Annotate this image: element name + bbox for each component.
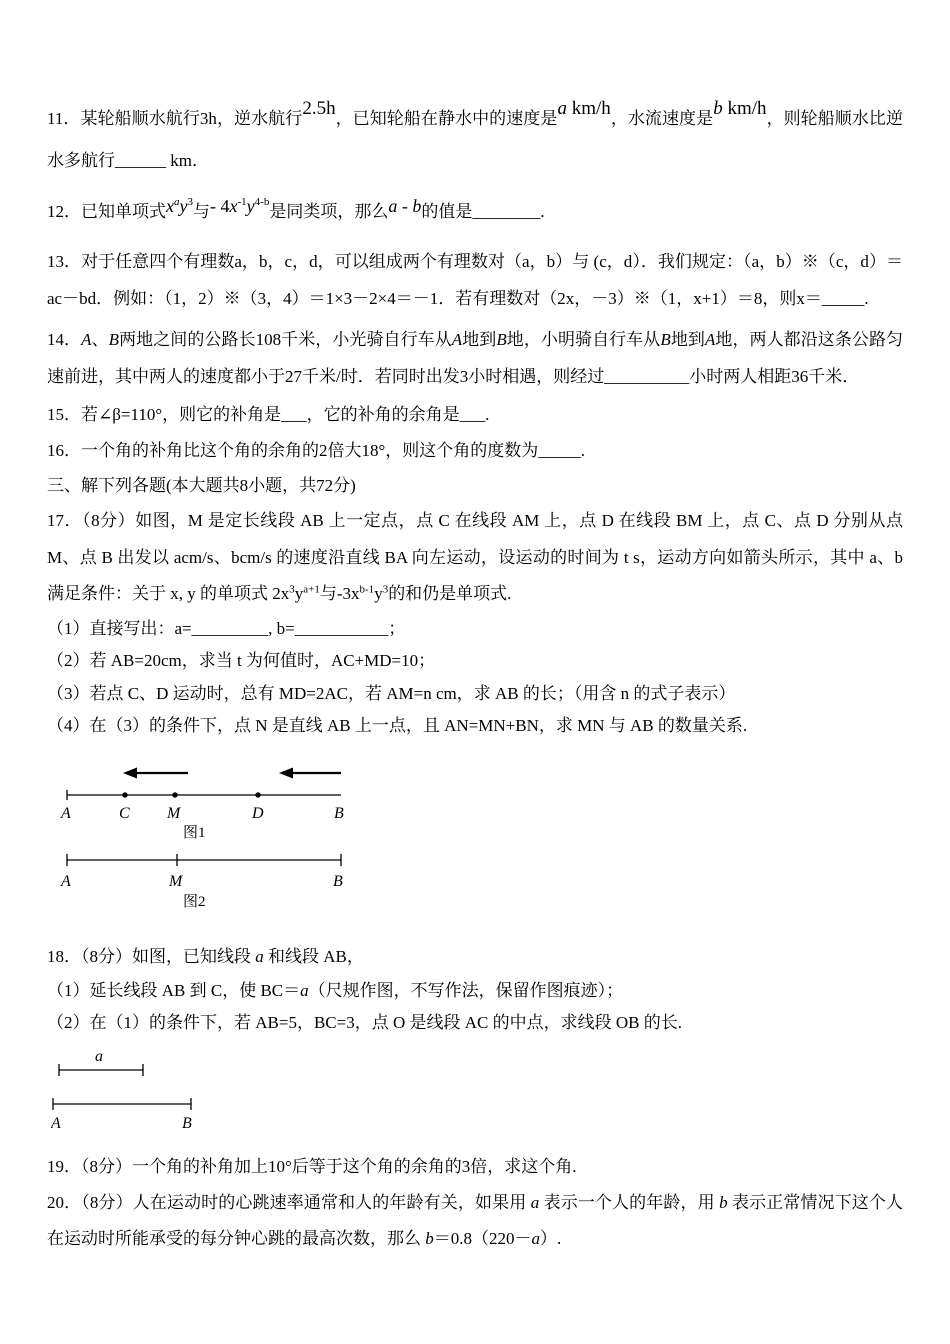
- p14-text-3: 两地之间的公路长108千米，小光骑自行车从: [119, 330, 452, 349]
- p17-exp-3: b-1: [359, 583, 375, 596]
- p14-var-A-1: A: [81, 330, 92, 349]
- p17-text-3: 与-3x: [319, 584, 360, 603]
- problem-17-item-4: [47, 710, 903, 743]
- p17-exp-2: a+1: [303, 583, 320, 596]
- p12-m2-y: y: [246, 196, 255, 216]
- section-3-title: 三、解下列各题(本大题共8小题，共72分): [47, 476, 356, 495]
- p11-math-speed-current: [713, 99, 766, 118]
- p14-text-1: 14．: [47, 330, 82, 349]
- fig1-label-M: M: [167, 804, 181, 822]
- p12-text-2: 与: [193, 202, 210, 221]
- p14-var-A-3: A: [704, 330, 716, 349]
- p12-m2-y-exp: 4-b: [254, 196, 270, 208]
- p15-text: 15．若∠β=110°，则它的补角是___，它的补角的余角是___.: [47, 405, 490, 424]
- figure-2: [57, 844, 903, 913]
- problem-14: [47, 321, 903, 395]
- p18-item-2-text: （2）在（1）的条件下，若 AB=5，BC=3，点 O 是线段 AC 的中点，求线段 OB 的长.: [47, 1013, 682, 1032]
- p11-var-b: b: [713, 98, 723, 119]
- p20-text-1: 20．（8分）人在运动时的心跳速率通常和人的年龄有关，如果用: [47, 1192, 531, 1212]
- p20-var-b-2: b: [425, 1228, 434, 1248]
- p20-text-5: ）.: [540, 1228, 562, 1248]
- figure-18-drawing: [51, 1048, 261, 1136]
- p12-monomial-2: [210, 197, 269, 215]
- p18-item-1-var-a: a: [300, 980, 309, 1000]
- figure-2-caption: 图2: [183, 893, 206, 908]
- point-M-dot: [172, 792, 177, 797]
- p13-text: 13．对于任意四个有理数a，b，c，d，可以组成两个有理数对（a，b）与 (c，d）．我们规定：（a，b）※（c，d）＝ac－bd．例如：（1，2）※（3，4）＝1×3－2×4＝－1．若有理数对（2x，－3）※（1，x+1）＝8，则x＝_____.: [47, 252, 903, 308]
- p11-unit-1: km/h: [566, 98, 611, 119]
- p17-exp-1: 3: [289, 583, 295, 596]
- problem-17-item-3: [47, 678, 903, 711]
- p14-var-B-3: B: [660, 330, 671, 349]
- p11-text-2: ，已知轮船在静水中的速度是: [335, 109, 558, 128]
- problem-20: [47, 1185, 903, 1257]
- p20-var-a-2: a: [531, 1228, 540, 1248]
- p11-math-speed-still: [557, 99, 610, 118]
- p12-m2-x-exp: -1: [237, 196, 247, 208]
- problem-11: [47, 98, 903, 182]
- p11-math-duration-value: 2.5h: [302, 98, 336, 119]
- p18-text-1: 18．（8分）如图，已知线段: [47, 946, 256, 966]
- p12-m2-coef: - 4: [210, 196, 230, 216]
- p14-text-7: 地，两人都沿这条公路匀速前进，其中两人的速度都小于27千米/时．若同时出发3小时相遇，则经过__________小时两人相距36千米．: [47, 330, 904, 386]
- p12-m2-x: x: [229, 196, 238, 216]
- left-arrow-2-head-icon: [279, 767, 293, 778]
- p17-item-2-text: （2）若 AB=20cm，求当 t 为何值时，AC+MD=10；: [47, 651, 436, 670]
- p18-item-1-text-b: （尺规作图，不写作法，保留作图痕迹）；: [308, 980, 624, 1000]
- p18-item-1-text-a: （1）延长线段 AB 到 C，使 BC＝: [47, 980, 301, 1000]
- problem-18-item-1: [47, 975, 903, 1008]
- p14-text-4: 地到: [462, 330, 497, 349]
- p12-monomial-1: [166, 197, 193, 215]
- left-arrow-1-head-icon: [123, 767, 137, 778]
- p18-text-2: 和线段 AB，: [263, 946, 364, 966]
- p20-var-b-1: b: [719, 1192, 728, 1212]
- p14-var-B-2: B: [496, 330, 507, 349]
- p17-text-2: y: [294, 584, 304, 603]
- fig2-label-A: A: [61, 872, 71, 890]
- problem-15: [47, 397, 903, 433]
- p20-text-3: 表示正常情况下这个人在运动时所能承受的每分钟心跳的最高次数，那么: [47, 1192, 904, 1248]
- p20-var-a-1: a: [530, 1192, 540, 1212]
- p14-text-5: 地，小明骑自行车从: [506, 330, 661, 349]
- p12-expression-a-minus-b: [388, 197, 421, 215]
- problem-17-item-2: [47, 645, 903, 678]
- fig18-label-A: A: [51, 1114, 61, 1132]
- p12-a-minus-b: a - b: [388, 196, 422, 216]
- p12-text-4: 的值是________.: [421, 202, 545, 221]
- p12-text-1: 12．已知单项式: [47, 202, 166, 221]
- point-C-dot: [122, 792, 127, 797]
- problem-17-item-1: [47, 613, 903, 646]
- fig1-label-C: C: [119, 804, 130, 822]
- fig2-label-M: M: [169, 872, 183, 890]
- fig2-label-B: B: [333, 872, 343, 890]
- problem-16: [47, 433, 903, 469]
- p12-m1-y: y: [179, 196, 188, 216]
- fig18-label-a: a: [95, 1047, 103, 1065]
- p11-text-4: ，则轮船顺水比逆水多航行______ km．: [47, 109, 903, 170]
- p12-m1-x: x: [166, 196, 174, 216]
- figure-2-drawing: [57, 844, 357, 908]
- p17-item-1-text: （1）直接写出：a=_________, b=___________；: [47, 618, 406, 638]
- p14-text-6: 地到: [670, 330, 705, 349]
- p14-var-A-2: A: [451, 330, 463, 349]
- p12-m1-x-exp-value: a: [174, 196, 180, 208]
- p17-text-1: 17．（8分）如图，M 是定长线段 AB 上一定点，点 C 在线段 AM 上，点 D 在线段 BM 上，点 C、点 D 分别从点 M、点 B 出发以 acm/s、bcm/s 的速度沿直线 BA 向左运动，设运动的时间为 t s，运动方向如箭头所示，其中 a、b 满足条件：关于 x, y 的单项式 2x: [47, 511, 903, 603]
- fig18-label-B: B: [182, 1114, 192, 1132]
- p11-math-duration: [302, 99, 335, 118]
- p14-var-B-1: B: [108, 330, 120, 349]
- p19-text: 19．（8分）一个角的补角加上10°后等于这个角的余角的3倍，求这个角.: [47, 1156, 577, 1176]
- p17-text-5: 的和仍是单项式.: [388, 584, 512, 603]
- p20-text-4: ＝0.8（220－: [433, 1228, 532, 1248]
- problem-18: [47, 939, 903, 975]
- figure-18: [51, 1048, 903, 1141]
- problem-19: [47, 1149, 903, 1185]
- p12-m1-y-exp: 3: [187, 196, 193, 208]
- p18-var-a: a: [255, 946, 264, 966]
- figure-1-drawing: [57, 755, 357, 839]
- problem-13: [47, 244, 903, 317]
- figure-1-caption: 图1: [183, 824, 206, 839]
- p16-text: 16．一个角的补角比这个角的余角的2倍大18°，则这个角的度数为_____.: [47, 441, 586, 460]
- fig1-label-B: B: [334, 804, 344, 822]
- p11-text-3: ，水流速度是: [610, 109, 714, 128]
- p20-text-2: 表示一个人的年龄，用: [539, 1192, 720, 1212]
- fig1-label-D: D: [252, 804, 264, 822]
- fig1-label-A: A: [61, 804, 71, 822]
- point-D-dot: [255, 792, 260, 797]
- problem-17-intro: [47, 503, 903, 613]
- problem-12: [47, 192, 903, 232]
- p17-item-3-text: （3）若点 C、D 运动时，总有 MD=2AC，若 AM=n cm，求 AB 的长；（用含 n 的式子表示）: [47, 683, 736, 703]
- p17-item-4-text: （4）在（3）的条件下，点 N 是直线 AB 上一点，且 AN=MN+BN，求 MN 与 AB 的数量关系.: [47, 716, 748, 735]
- p14-text-2: 、: [91, 330, 109, 349]
- p12-text-3: 是同类项，那么: [269, 202, 389, 221]
- section-3-header: [47, 469, 903, 503]
- figure-1: [57, 755, 903, 844]
- problem-18-item-2: [47, 1007, 903, 1040]
- p11-var-a: a: [557, 98, 567, 119]
- p17-exp-4: 3: [382, 583, 389, 596]
- p11-unit-2: km/h: [722, 98, 767, 119]
- p17-text-4: y: [374, 584, 383, 603]
- p11-text-1: 11．某轮船顺水航行3h，逆水航行: [47, 109, 303, 128]
